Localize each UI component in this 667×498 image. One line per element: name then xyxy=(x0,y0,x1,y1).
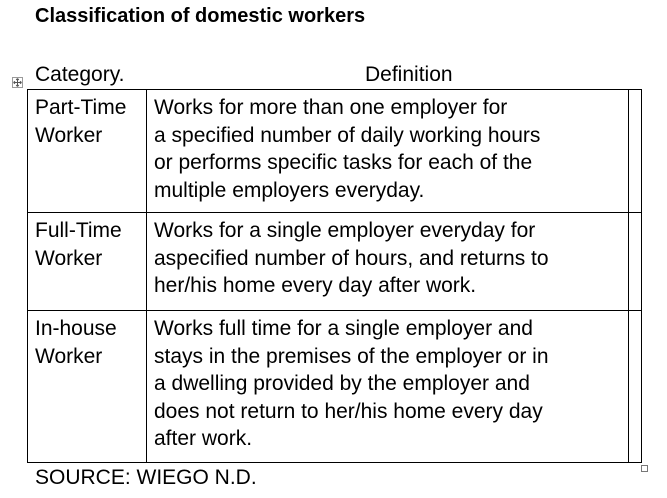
source-note: SOURCE: WIEGO N.D. xyxy=(35,466,257,489)
definition-line: aspecified number of hours, and returns to xyxy=(154,246,549,270)
definition-line: multiple employers everyday. xyxy=(154,178,425,202)
definition-cell[interactable] xyxy=(147,311,629,463)
table-move-handle-icon[interactable] xyxy=(12,77,23,88)
definition-line: stays in the premises of the employer or in xyxy=(154,344,549,368)
empty-cell[interactable] xyxy=(629,311,642,463)
category-cell[interactable] xyxy=(28,213,147,311)
definition-line: does not return to her/his home every day xyxy=(154,399,543,423)
definition-line: Works full time for a single employer and xyxy=(154,317,533,340)
category-label: In-house Worker xyxy=(35,317,117,368)
classification-table xyxy=(27,89,642,463)
definition-line: or performs specific tasks for each of the xyxy=(154,151,533,174)
definition-line: after work. xyxy=(154,427,253,450)
definition-line: Works for a single employer everyday for xyxy=(154,219,536,242)
table-row xyxy=(28,90,642,213)
document-title: Classification of domestic workers xyxy=(35,5,366,27)
table-row xyxy=(28,213,642,311)
table-resize-handle-icon[interactable] xyxy=(641,465,648,472)
table-row xyxy=(28,311,642,463)
table-header-row xyxy=(27,62,640,89)
definition-line: her/his home every day after work. xyxy=(154,274,477,297)
category-label: Full-Time Worker xyxy=(35,219,122,270)
empty-cell[interactable] xyxy=(629,90,642,213)
category-cell[interactable] xyxy=(28,311,147,463)
empty-cell[interactable] xyxy=(629,213,642,311)
definition-cell[interactable] xyxy=(147,90,629,213)
header-definition: Definition xyxy=(365,63,453,86)
definition-line: a specified number of daily working hours xyxy=(154,123,541,147)
category-cell[interactable] xyxy=(28,90,147,213)
definition-cell[interactable] xyxy=(147,213,629,311)
definition-line: Works for more than one employer for xyxy=(154,96,508,119)
definition-line: a dwelling provided by the employer and xyxy=(154,372,530,395)
header-category: Category. xyxy=(35,63,125,86)
category-label: Part-Time Worker xyxy=(35,96,127,147)
